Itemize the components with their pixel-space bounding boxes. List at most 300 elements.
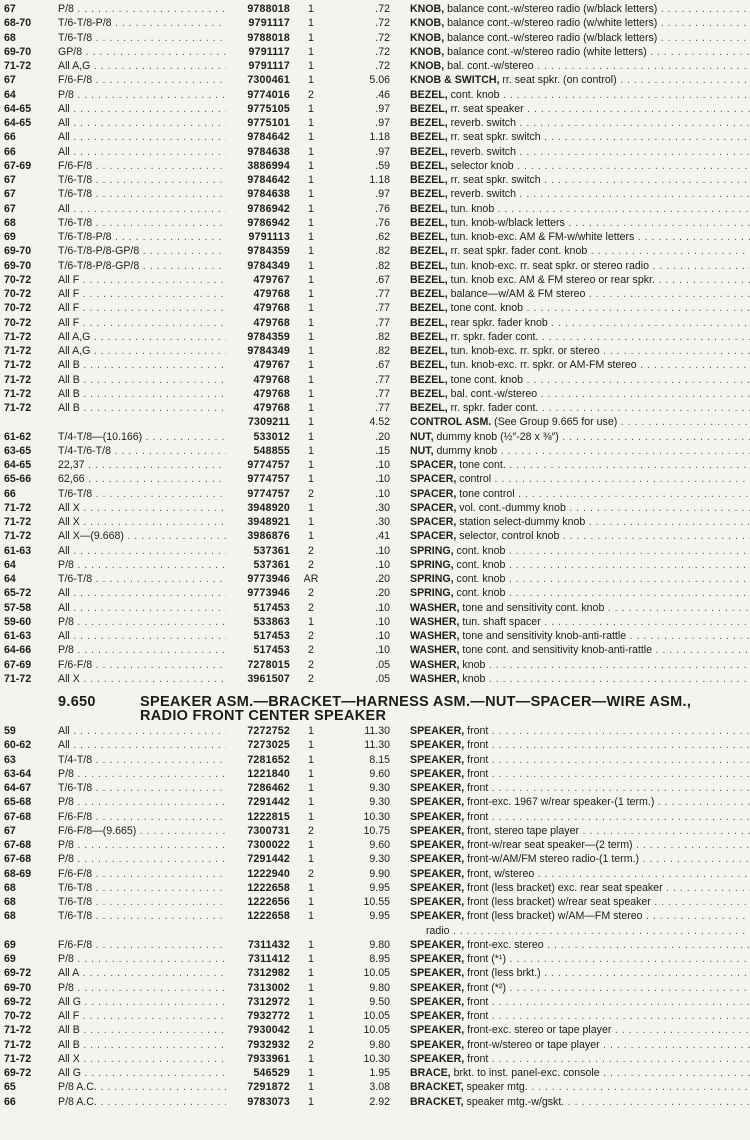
table-row — [0, 2, 750, 16]
model-cell: T/4-T/8—(10.166) . . . — [58, 430, 226, 444]
part-number-cell: 3886994 — [247, 159, 290, 172]
quantity-cell: 1 — [308, 796, 314, 809]
part-name: WASHER, — [410, 630, 460, 642]
quantity-cell: 2 — [308, 644, 314, 657]
quantity-cell: 1 — [308, 839, 314, 851]
table-row — [0, 952, 750, 966]
part-description: tone cont. — [459, 459, 506, 471]
price-cell: .05 — [375, 672, 390, 685]
price-cell: 3.08 — [369, 1081, 390, 1094]
description-cell — [410, 88, 750, 102]
part-name: SPEAKER, — [410, 824, 465, 837]
description-cell — [410, 838, 750, 852]
part-number-cell: 1222940 — [247, 867, 290, 880]
part-name: SPEAKER, — [410, 782, 465, 794]
year-cell: 69-72 — [4, 967, 32, 980]
description-cell — [410, 1095, 750, 1109]
table-row — [0, 615, 750, 629]
description-cell — [410, 643, 750, 657]
part-description: front — [467, 1010, 489, 1022]
year-cell: 67-69 — [4, 159, 32, 172]
table-row — [0, 544, 750, 558]
description-cell — [410, 444, 750, 458]
part-name: SPEAKER, — [410, 881, 465, 894]
table-row — [0, 643, 750, 657]
part-number-cell: 9788018 — [247, 31, 290, 44]
description-cell — [410, 810, 750, 824]
part-number-cell: 9791117 — [248, 17, 290, 30]
part-number-cell: 9788018 — [247, 3, 290, 15]
part-number-cell: 7300461 — [247, 74, 290, 87]
part-description: balance—w/AM & FM stereo — [450, 288, 586, 300]
part-description: front (less brkt.) — [467, 967, 541, 980]
description-cell — [410, 487, 750, 501]
part-number-cell: 7272752 — [247, 725, 290, 737]
part-number-cell: 9784349 — [247, 259, 290, 272]
part-name: WASHER, — [410, 644, 460, 657]
description-cell — [410, 1066, 750, 1080]
description-cell — [410, 909, 750, 923]
price-cell: .10 — [375, 459, 390, 471]
price-cell: .30 — [375, 501, 390, 514]
part-description: balance cont.-w/stereo radio (w/black letters) — [447, 3, 658, 15]
quantity-cell: 2 — [308, 558, 314, 571]
table-row — [0, 1052, 750, 1066]
part-name: SPEAKER, — [410, 967, 465, 980]
description-cell — [410, 601, 750, 615]
price-cell: 1.95 — [369, 1067, 390, 1079]
quantity-cell: 1 — [308, 117, 314, 129]
quantity-cell: 2 — [308, 1038, 314, 1051]
description-cell — [410, 629, 750, 643]
table-row — [0, 173, 750, 187]
year-cell: 64 — [4, 573, 16, 585]
part-number-cell: 9775101 — [247, 117, 290, 129]
quantity-cell: 1 — [308, 473, 314, 486]
table-row — [0, 981, 750, 995]
part-name: SPEAKER, — [410, 910, 465, 923]
quantity-cell: 1 — [308, 1067, 314, 1079]
part-name: BRACKET, — [410, 1095, 464, 1108]
model-cell: T/6-T/8 . . . — [58, 572, 226, 586]
price-cell: 9.30 — [369, 796, 390, 809]
part-name: SPEAKER, — [410, 739, 465, 752]
part-name: SPACER, — [410, 530, 457, 543]
price-cell: 10.05 — [363, 1010, 390, 1022]
model-cell: T/6-T/8 . . . — [58, 216, 226, 230]
table-row — [0, 88, 750, 102]
table-row — [0, 202, 750, 216]
part-name: BEZEL, — [410, 102, 448, 115]
part-description: reverb. switch — [450, 117, 516, 129]
year-cell: 68 — [4, 881, 16, 894]
quantity-cell: 1 — [308, 853, 314, 866]
part-name: KNOB, — [410, 17, 445, 30]
price-cell: .30 — [375, 516, 390, 528]
part-number-cell: 9784349 — [247, 345, 290, 357]
year-cell: 64-66 — [4, 644, 32, 657]
description-cell — [410, 767, 750, 781]
price-cell: 10.30 — [363, 810, 390, 823]
quantity-cell: 2 — [308, 658, 314, 671]
table-row — [0, 316, 750, 330]
year-cell: 68 — [4, 896, 16, 908]
table-row — [0, 795, 750, 809]
part-number-cell: 9773946 — [247, 573, 290, 585]
part-name: SPEAKER, — [410, 1052, 465, 1065]
part-name: SPEAKER, — [410, 953, 465, 965]
price-cell: .10 — [375, 558, 390, 571]
part-number-cell: 3986876 — [247, 530, 290, 543]
year-cell: 67-68 — [4, 810, 32, 823]
description-cell — [410, 287, 750, 301]
part-name: WASHER, — [410, 601, 460, 614]
price-cell: 11.30 — [364, 725, 390, 737]
price-cell: .97 — [375, 117, 390, 129]
part-name: SPACER, — [410, 516, 457, 528]
part-number-cell: 479768 — [253, 373, 290, 386]
description-cell — [410, 572, 750, 586]
part-number-cell: 9784638 — [247, 188, 290, 201]
part-description: tun. knob-exc. rr. spkr. or stereo — [450, 345, 600, 357]
part-number-cell: 7286462 — [247, 782, 290, 794]
description-cell — [410, 415, 750, 429]
year-cell: 65-68 — [4, 796, 32, 809]
model-cell: T/6-T/8 . . . — [58, 487, 226, 501]
table-row — [0, 867, 750, 881]
part-number-cell: 7311432 — [247, 938, 290, 951]
quantity-cell: 1 — [308, 938, 314, 951]
model-cell: T/6-T/8 . . . — [58, 187, 226, 201]
part-number-cell: 9774757 — [247, 459, 290, 471]
part-name: KNOB, — [410, 45, 445, 58]
model-cell: P/8 . . . — [58, 643, 226, 657]
quantity-cell: 1 — [308, 273, 314, 286]
part-name: CONTROL ASM. — [410, 416, 492, 429]
part-number-cell: 7291872 — [247, 1081, 290, 1094]
part-number-cell: 7291442 — [247, 796, 290, 809]
part-name: SPACER, — [410, 501, 457, 514]
model-cell: All G . . . — [58, 995, 226, 1009]
price-cell: .77 — [375, 387, 390, 400]
parts-table-bottom — [0, 724, 750, 1109]
part-number-cell: 537361 — [253, 544, 290, 557]
part-number-cell: 9774016 — [247, 88, 290, 101]
part-description: tun. knob-exc. rr. seat spkr. or stereo radio — [450, 259, 650, 272]
price-cell: 9.30 — [369, 853, 390, 866]
part-description: speaker mtg. — [466, 1081, 528, 1094]
table-row — [0, 501, 750, 515]
quantity-cell: 1 — [308, 1095, 314, 1108]
year-cell: 69-70 — [4, 45, 32, 58]
part-number-cell: 7300022 — [247, 839, 290, 851]
price-cell: .10 — [375, 644, 390, 657]
quantity-cell: 1 — [308, 345, 314, 357]
description-cell — [410, 1052, 750, 1066]
table-row — [0, 159, 750, 173]
year-cell: 67-69 — [4, 658, 32, 671]
part-name: BEZEL, — [410, 145, 448, 158]
part-number-cell: 7291442 — [247, 853, 290, 866]
part-name: SPRING, — [410, 573, 454, 585]
description-cell — [410, 529, 750, 543]
part-name: SPEAKER, — [410, 896, 465, 908]
price-cell: 1.18 — [369, 131, 390, 144]
part-number-cell: 479768 — [253, 302, 290, 315]
model-cell: T/4-T/8 . . . — [58, 753, 226, 767]
year-cell: 68-69 — [4, 867, 32, 880]
year-cell: 71-72 — [4, 516, 32, 528]
model-cell: P/8 A.C. . . . — [58, 1095, 226, 1109]
year-cell: 67 — [4, 202, 16, 215]
quantity-cell: 1 — [308, 910, 314, 923]
price-cell: 9.60 — [369, 767, 390, 780]
year-cell: 67 — [4, 174, 16, 186]
year-cell: 63 — [4, 753, 16, 766]
year-cell: 63-65 — [4, 444, 32, 457]
description-cell — [410, 658, 750, 672]
part-description: front — [467, 739, 489, 752]
part-description: cont. knob — [456, 573, 506, 585]
part-name: SPACER, — [410, 459, 457, 471]
table-row — [0, 658, 750, 672]
price-cell: .67 — [375, 273, 390, 286]
model-cell: All B . . . — [58, 1023, 226, 1037]
part-description: (See Group 9.665 for use) — [494, 416, 618, 429]
table-row — [0, 244, 750, 258]
table-row — [0, 102, 750, 116]
quantity-cell: 2 — [308, 867, 314, 880]
model-cell: P/8 . . . — [58, 795, 226, 809]
year-cell: 65-72 — [4, 587, 32, 600]
table-row — [0, 259, 750, 273]
price-cell: .76 — [375, 216, 390, 229]
description-cell — [410, 116, 750, 130]
year-cell: 68 — [4, 910, 16, 923]
table-row — [0, 938, 750, 952]
year-cell: 69-72 — [4, 995, 32, 1008]
year-cell: 71-72 — [4, 345, 32, 357]
quantity-cell: 2 — [308, 824, 314, 837]
part-number-cell: 7281652 — [247, 753, 290, 766]
quantity-cell: 1 — [308, 102, 314, 115]
part-description: front (less bracket) w/AM—FM stereo — [467, 910, 643, 923]
part-name: SPACER, — [410, 473, 457, 486]
table-row — [0, 401, 750, 415]
quantity-cell: 1 — [308, 416, 314, 429]
part-description: tone and sensitivity knob-anti-rattle — [462, 630, 627, 642]
part-name: SPEAKER, — [410, 853, 465, 866]
quantity-cell: 1 — [308, 316, 314, 329]
model-cell: 62,66 . . . — [58, 472, 226, 486]
description-cell — [410, 187, 750, 201]
price-cell: 4.52 — [369, 416, 390, 429]
price-cell: 9.60 — [369, 839, 390, 851]
part-number-cell: 9774757 — [247, 487, 290, 500]
table-row — [0, 995, 750, 1009]
part-number-cell: 1222656 — [247, 896, 290, 908]
part-name: SPEAKER, — [410, 1024, 465, 1037]
model-cell: P/8 A.C. . . . — [58, 1080, 226, 1094]
quantity-cell: 1 — [308, 896, 314, 908]
price-cell: .72 — [375, 31, 390, 44]
description-cell — [410, 966, 750, 980]
table-row — [0, 909, 750, 923]
part-description: reverb. switch — [450, 145, 516, 158]
part-number-cell: 7309211 — [247, 416, 290, 429]
quantity-cell: 1 — [308, 387, 314, 400]
price-cell: 10.75 — [363, 824, 390, 837]
price-cell: 9.80 — [369, 938, 390, 951]
year-cell: 71-72 — [4, 501, 32, 514]
part-description: front-w/stereo or tape player — [467, 1038, 600, 1051]
year-cell: 71-72 — [4, 530, 32, 543]
year-cell: 59-60 — [4, 615, 32, 628]
model-cell: P/8 . . . — [58, 88, 226, 102]
price-cell: .77 — [375, 288, 390, 300]
model-cell: All . . . — [58, 601, 226, 615]
price-cell: .10 — [375, 601, 390, 614]
quantity-cell: 1 — [308, 1010, 314, 1022]
quantity-cell: 2 — [308, 487, 314, 500]
description-cell — [410, 387, 750, 401]
table-row — [0, 472, 750, 486]
table-row — [0, 45, 750, 59]
part-name: BEZEL, — [410, 402, 448, 414]
table-row — [0, 558, 750, 572]
table-row — [0, 373, 750, 387]
year-cell: 63-64 — [4, 767, 32, 780]
model-cell: T/6-T/8 . . . — [58, 173, 226, 187]
table-row — [0, 1009, 750, 1023]
quantity-cell: 2 — [308, 587, 314, 600]
table-row — [0, 187, 750, 201]
part-number-cell: 9786942 — [247, 216, 290, 229]
description-cell — [410, 230, 750, 244]
part-number-cell: 1221840 — [247, 767, 290, 780]
year-cell: 69-72 — [4, 1067, 32, 1079]
model-cell: T/6-T/8-P/8-GP/8 . . . — [58, 244, 226, 258]
year-cell: 66 — [4, 131, 16, 144]
year-cell: 64-65 — [4, 117, 32, 129]
part-number-cell: 9774757 — [247, 473, 290, 486]
part-number-cell: 517453 — [253, 644, 290, 657]
part-description: cont. knob — [450, 88, 500, 101]
year-cell: 67 — [4, 74, 16, 87]
part-number-cell: 7312982 — [247, 967, 290, 980]
description-cell — [410, 1080, 750, 1094]
description-cell — [410, 130, 750, 144]
model-cell: P/8 . . . — [58, 852, 226, 866]
description-cell — [410, 259, 750, 273]
part-number-cell: 9784642 — [247, 174, 290, 186]
quantity-cell: 1 — [308, 615, 314, 628]
quantity-cell: 2 — [308, 88, 314, 101]
description-cell — [410, 586, 750, 600]
part-number-cell: 479767 — [253, 273, 290, 286]
model-cell: T/6-T/8-P/8-GP/8 . . . — [58, 259, 226, 273]
year-cell: 71-72 — [4, 60, 32, 72]
table-row — [0, 1038, 750, 1052]
parts-catalog-page — [0, 2, 750, 1109]
part-name: KNOB, — [410, 60, 445, 72]
model-cell: GP/8 . . . — [58, 45, 226, 59]
quantity-cell: 2 — [308, 630, 314, 642]
price-cell: .97 — [375, 188, 390, 201]
model-cell: All . . . — [58, 724, 226, 738]
model-cell: All B . . . — [58, 358, 226, 372]
part-name: SPEAKER, — [410, 725, 465, 737]
year-cell: 65-66 — [4, 473, 32, 486]
price-cell: .05 — [375, 658, 390, 671]
section-number: 9.650 — [58, 694, 96, 710]
description-cell — [410, 544, 750, 558]
part-name: BEZEL, — [410, 259, 448, 272]
model-cell: All . . . — [58, 145, 226, 159]
table-row — [0, 230, 750, 244]
price-cell: .82 — [375, 259, 390, 272]
quantity-cell: 1 — [308, 782, 314, 794]
part-name: BEZEL, — [410, 302, 448, 315]
part-description: tun. shaft spacer — [462, 615, 541, 628]
model-cell: All X . . . — [58, 1052, 226, 1066]
price-cell: 8.95 — [369, 953, 390, 965]
price-cell: .97 — [375, 102, 390, 115]
price-cell: 9.30 — [369, 782, 390, 794]
table-row — [0, 881, 750, 895]
table-row — [0, 781, 750, 795]
quantity-cell: 1 — [308, 131, 314, 144]
model-cell: All X . . . — [58, 515, 226, 529]
part-number-cell: 9783073 — [247, 1095, 290, 1108]
part-number-cell: 7273025 — [247, 739, 290, 752]
description-cell — [410, 102, 750, 116]
part-description: dummy knob — [436, 444, 498, 457]
description-cell — [410, 358, 750, 372]
year-cell: 71-72 — [4, 387, 32, 400]
model-cell: All . . . — [58, 102, 226, 116]
part-description: front (less bracket) exc. rear seat speaker — [467, 881, 663, 894]
quantity-cell: 1 — [308, 174, 314, 186]
part-number-cell: 3961507 — [247, 672, 290, 685]
quantity-cell: 1 — [308, 739, 314, 752]
parts-table-top — [0, 2, 750, 686]
part-name: SPEAKER, — [410, 938, 465, 951]
description-cell — [410, 952, 750, 966]
description-cell — [410, 301, 750, 315]
price-cell: 11.30 — [364, 739, 390, 752]
model-cell: All F . . . — [58, 301, 226, 315]
year-cell: 71-72 — [4, 1038, 32, 1051]
part-name: NUT, — [410, 430, 434, 443]
part-name: BEZEL, — [410, 288, 448, 300]
part-name: BEZEL, — [410, 202, 448, 215]
quantity-cell: 1 — [308, 430, 314, 443]
part-description: front — [467, 725, 489, 737]
part-name: KNOB & SWITCH, — [410, 74, 500, 87]
part-name: SPACER, — [410, 487, 457, 500]
table-row — [0, 116, 750, 130]
price-cell: 10.05 — [363, 967, 390, 980]
price-cell: .10 — [375, 473, 390, 486]
quantity-cell: 1 — [308, 725, 314, 737]
part-number-cell: 517453 — [253, 630, 290, 642]
description-cell — [410, 344, 750, 358]
year-cell: 70-72 — [4, 302, 32, 315]
model-cell: All B . . . — [58, 1038, 226, 1052]
description-cell — [410, 373, 750, 387]
quantity-cell: 1 — [308, 953, 314, 965]
